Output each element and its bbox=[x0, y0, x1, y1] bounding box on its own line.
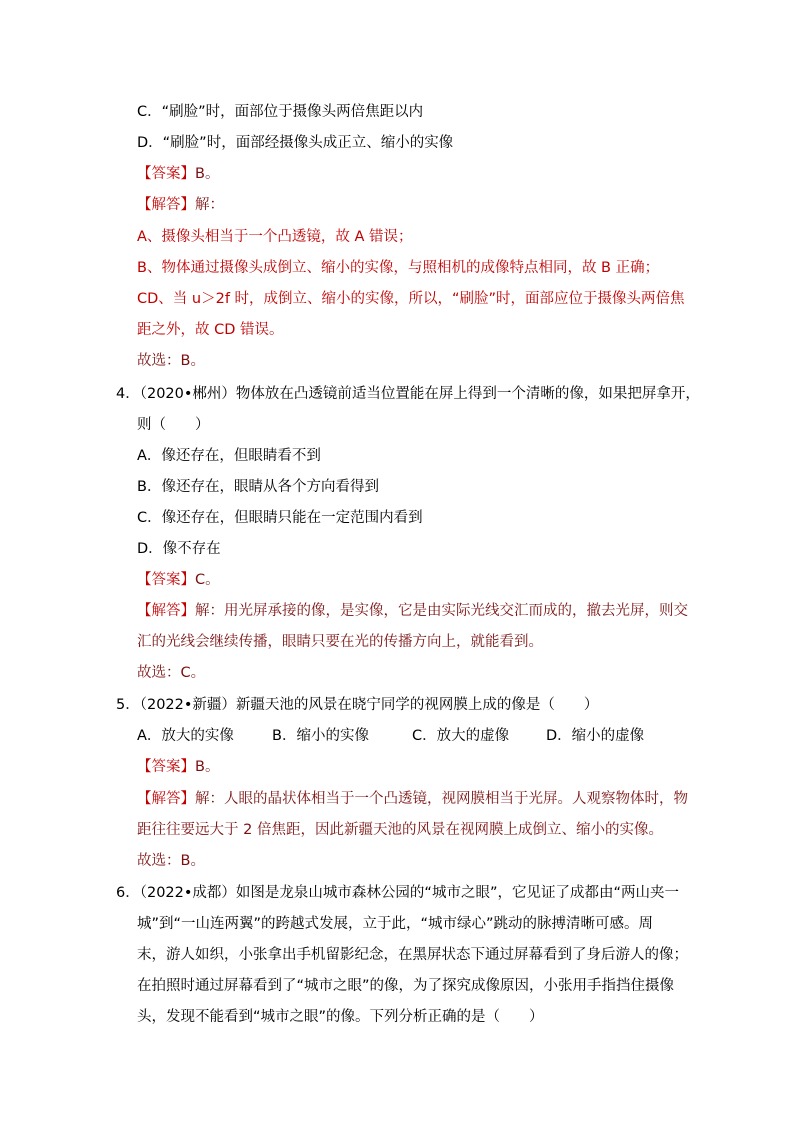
q5-option-a: A．放大的实像 bbox=[137, 728, 234, 744]
q5-option-d: D．缩小的虚像 bbox=[546, 728, 645, 744]
q4-option-d: D．像不存在 bbox=[137, 541, 221, 557]
q4-choose: 故选：C。 bbox=[137, 665, 206, 681]
q4-explain-line-1 bbox=[137, 601, 688, 621]
q4-answer bbox=[137, 570, 220, 590]
answer-value: C。 bbox=[195, 572, 220, 588]
q4-option-c: C．像还存在，但眼睛只能在一定范围内看到 bbox=[137, 510, 423, 526]
answer-tag: 【答案】 bbox=[137, 572, 195, 588]
explain-text: 解：人眼的晶状体相当于一个凸透镜，视网膜相当于光屏。人观察物体时，物 bbox=[195, 791, 688, 807]
q4-option-b: B．像还存在，眼睛从各个方向看得到 bbox=[137, 479, 379, 495]
explain-head: 解： bbox=[195, 197, 224, 213]
answer-value: B。 bbox=[195, 759, 220, 775]
q5-explain-line-1 bbox=[137, 789, 688, 809]
answer-tag: 【答案】 bbox=[137, 166, 195, 182]
q5-answer bbox=[137, 757, 219, 777]
explain-text: 解：用光屏承接的像，是实像，它是由实际光线交汇而成的，撤去光屏，则交 bbox=[195, 603, 688, 619]
q5-option-c: C．放大的虚像 bbox=[412, 728, 510, 744]
q5-choose: 故选：B。 bbox=[137, 853, 205, 869]
q3-explain-line-3: CD、当 u＞2f 时，成倒立、缩小的实像，所以，“刷脸”时，面部应位于摄像头两倍焦 bbox=[137, 291, 685, 307]
answer-tag: 【答案】 bbox=[137, 759, 195, 775]
q3-choose: 故选：B。 bbox=[137, 353, 205, 369]
q6-stem-line-5: 头，发现不能看到“城市之眼”的像。下列分析正确的是（ ） bbox=[137, 1009, 544, 1025]
q3-explain-line-4: 距之外，故 CD 错误。 bbox=[137, 322, 284, 338]
q4-option-a: A．像还存在，但眼睛看不到 bbox=[137, 448, 321, 464]
q6-stem-line-1: 6．（2022•成都）如图是龙泉山城市森林公园的“城市之眼”，它见证了成都由“两山夹一 bbox=[116, 885, 679, 901]
explain-tag: 【解答】 bbox=[137, 791, 195, 807]
q3-option-d: D．“刷脸”时，面部经摄像头成正立、缩小的实像 bbox=[137, 135, 454, 151]
q3-explain-line-2: B、物体通过摄像头成倒立、缩小的实像，与照相机的成像特点相同，故 B 正确； bbox=[137, 260, 660, 276]
q5-explain-line-2: 距往往要远大于 2 倍焦距，因此新疆天池的风景在视网膜上成倒立、缩小的实像。 bbox=[137, 822, 663, 838]
q3-option-c: C．“刷脸”时，面部位于摄像头两倍焦距以内 bbox=[137, 104, 424, 120]
q3-explain-line-1: A、摄像头相当于一个凸透镜，故 A 错误； bbox=[137, 229, 413, 245]
q4-stem-line-1: 4．（2020•郴州）物体放在凸透镜前适当位置能在屏上得到一个清晰的像，如果把屏拿开， bbox=[116, 386, 700, 402]
q3-answer bbox=[137, 164, 219, 184]
q4-stem-line-2: 则（ ） bbox=[137, 417, 210, 433]
q6-stem-line-3: 末，游人如织，小张拿出手机留影纪念，在黑屏状态下通过屏幕看到了身后游人的像； bbox=[137, 947, 688, 963]
answer-value: B。 bbox=[195, 166, 220, 182]
q6-stem-line-2: 城”到“一山连两翼”的跨越式发展，立于此，“城市绿心”跳动的脉搏清晰可感。周 bbox=[137, 916, 654, 932]
explain-tag: 【解答】 bbox=[137, 603, 195, 619]
explain-tag: 【解答】 bbox=[137, 197, 195, 213]
q3-explain-heading bbox=[137, 195, 224, 215]
q5-stem: 5．（2022•新疆）新疆天池的风景在晓宁同学的视网膜上成的像是（ ） bbox=[116, 697, 599, 713]
q4-explain-line-2: 汇的光线会继续传播，眼睛只要在光的传播方向上，就能看到。 bbox=[137, 634, 543, 650]
q5-option-b: B．缩小的实像 bbox=[272, 728, 369, 744]
q6-stem-line-4: 在拍照时通过屏幕看到了“城市之眼”的像，为了探究成像原因，小张用手指挡住摄像 bbox=[137, 978, 675, 994]
